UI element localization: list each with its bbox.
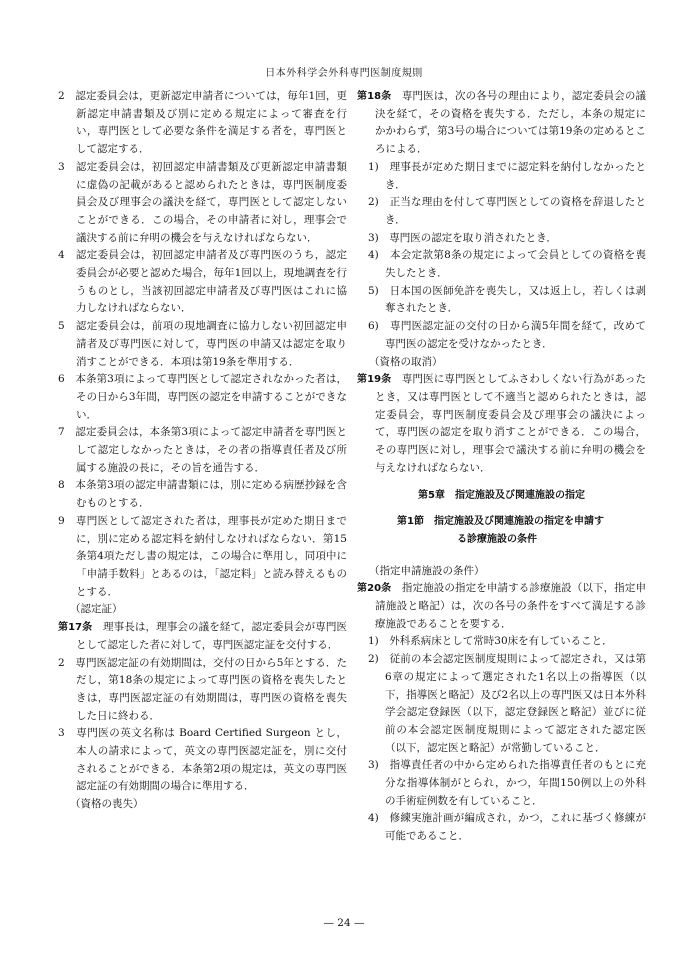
caption-designated-facility: （指定申請施設の条件）: [369, 564, 485, 577]
chapter-heading: 第5章 指定施設及び関連施設の指定: [418, 490, 585, 502]
article-20-item-4: 4) 修練実施計画が編成され，かつ，これに基づく修練が可能であること．: [368, 812, 646, 843]
article-text: 指定施設の指定を申請する診療施設（以下，指定申請施設と略記）は，次の各号の条件をすべて満足する診療施設であることを要する．: [375, 582, 647, 630]
left-column: [58, 88, 347, 814]
article-number: 第19条: [357, 374, 392, 386]
article-16-paragraph-4: 4 認定委員会は，初回認定申請者及び専門医のうち，認定委員会が必要と認めた場合，毎年1回以上，現地調査を行うものとし，当該初回認定申請者及び専門医はこれに協力しなければならない．: [58, 249, 347, 315]
article-text: 専門医に専門医としてふさわしくない行為があったとき，又は専門医として不適当と認められたときは，認定委員会，専門医制度委員会及び理事会の議決によって，専門医の認定を取り消すことができる．この場合，その専門医に対し，理事会で議決する前に弁明の機会を与えなければならない．: [375, 373, 646, 474]
article-16-paragraph-2: 2 認定委員会は，更新認定申請者については，毎年1回，更新認定申請書類及び別に定める規定によって審査を行い，専門医として必要な条件を満足する者を，専門医として認定する．: [58, 90, 347, 156]
article-20-item-1: 1) 外科系病床として常時30床を有していること．: [368, 635, 613, 648]
article-16-paragraph-3: 3 認定委員会は，初回認定申請書類及び更新認定申請書類に虚偽の記載があると認められたときは，専門医制度委員会及び理事会の議決を経て，専門医として認定しないことができる．この場合，その申請者に対し，理事会で議決する前に弁明の機会を与えなければならない．: [58, 160, 347, 244]
section-heading-line-2: る診療施設の条件: [457, 533, 537, 545]
article-18-item-3: 3) 専門医の認定を取り消されたとき．: [368, 231, 557, 244]
running-header: 日本外科学会外科専門医制度規則: [265, 68, 423, 79]
article-18-item-5: 5) 日本国の医師免許を喪失し，又は返上し，若しくは剥奪されたとき．: [368, 284, 646, 315]
article-20: [357, 580, 646, 633]
caption-certificate: （認定証）: [70, 603, 123, 616]
article-17-paragraph-3: 3 専門医の英文名称は Board Certified Surgeon とし，本人の請求によって，英文の専門医認定証を，別に交付されることができる．本条第2項の規定は，英文の専門医認定証の有効期間の場合に準用する．: [58, 727, 347, 793]
article-number: 第20条: [357, 583, 392, 595]
article-16-paragraph-7: 7 認定委員会は，本条第3項によって認定申請者を専門医として認定しなかったときは，その者の指導責任者及び所属する施設の長に，その旨を通告する．: [58, 426, 347, 474]
article-16-paragraph-8: 8 本条第3項の認定申請書類には，別に定める病歴抄録を含むものとする．: [58, 479, 347, 510]
article-16-paragraph-9: 9 専門医として認定された者は，理事長が定めた期日までに，別に定める認定料を納付しなければならない．第15条第4項ただし書の規定は，この場合に準用し，同項中に「申請手数料」とあるのは，「認定料」と読み替えるものとする．: [58, 514, 347, 598]
article-16-paragraph-6: 6 本条第3項によって専門医として認定されなかった者は，その日から3年間，専門医の認定を申請することができない．: [58, 373, 347, 421]
article-17-paragraph-2: 2 専門医認定証の有効期間は，交付の日から5年とする．ただし，第18条の規定によって専門医の資格を喪失したときは，専門医認定証の有効期間は，専門医の資格を喪失した日に終わる．: [58, 656, 347, 722]
right-column: [357, 88, 646, 846]
article-20-item-3: 3) 指導責任者の中から定められた指導責任者のもとに充分な指導体制がとられ，かつ，年間150例以上の外科の手術症例数を有していること．: [368, 759, 646, 807]
article-18: [357, 88, 646, 159]
article-18-item-4: 4) 本会定款第8条の規定によって会員としての資格を喪失したとき．: [368, 249, 646, 280]
article-18-item-1: 1) 理事長が定めた期日までに認定料を納付しなかったとき．: [368, 160, 646, 191]
article-17: [58, 619, 347, 654]
caption-loss-of-qualification: （資格の喪失）: [70, 798, 144, 811]
caption-revocation: （資格の取消）: [369, 355, 443, 368]
article-number: 第17条: [58, 622, 93, 634]
section-heading-line-1: 第1節 指定施設及び関連施設の指定を申請す: [397, 516, 604, 528]
page-number: — 24 —: [323, 917, 365, 929]
article-16-paragraph-5: 5 認定委員会は，前項の現地調査に協力しない初回認定申請者及び専門医に対して，専門医の申請又は認定を取り消すことができる．本項は第19条を準用する．: [58, 320, 347, 368]
article-20-item-2: 2) 従前の本会認定医制度規則によって認定され，又は第6章の規定によって選定された1名以上の指導医（以下，指導医と略記）及び2名以上の専門医又は日本外科学会認定登録医（以下，認定登録医と略記）並びに従前の本会認定医制度規則によって認定された認定医（以下，認定医と略記）が常勤していること．: [368, 653, 646, 754]
article-19: [357, 371, 646, 477]
article-text: 専門医は，次の各号の理由により，認定委員会の議決を経て，その資格を喪失する．ただし，本条の規定にかかわらず，第3号の場合については第19条の定めるところによる．: [375, 90, 647, 156]
article-text: 理事長は，理事会の議を経て，認定委員会が専門医として認定した者に対して，専門医認定証を交付する．: [76, 621, 348, 651]
article-18-item-6: 6) 専門医認定証の交付の日から満5年間を経て，改めて専門医の認定を受けなかったとき．: [368, 320, 646, 350]
article-number: 第18条: [357, 91, 392, 102]
article-18-item-2: 2) 正当な理由を付して専門医としての資格を辞退したとき．: [368, 196, 646, 226]
section-heading: [357, 513, 646, 548]
